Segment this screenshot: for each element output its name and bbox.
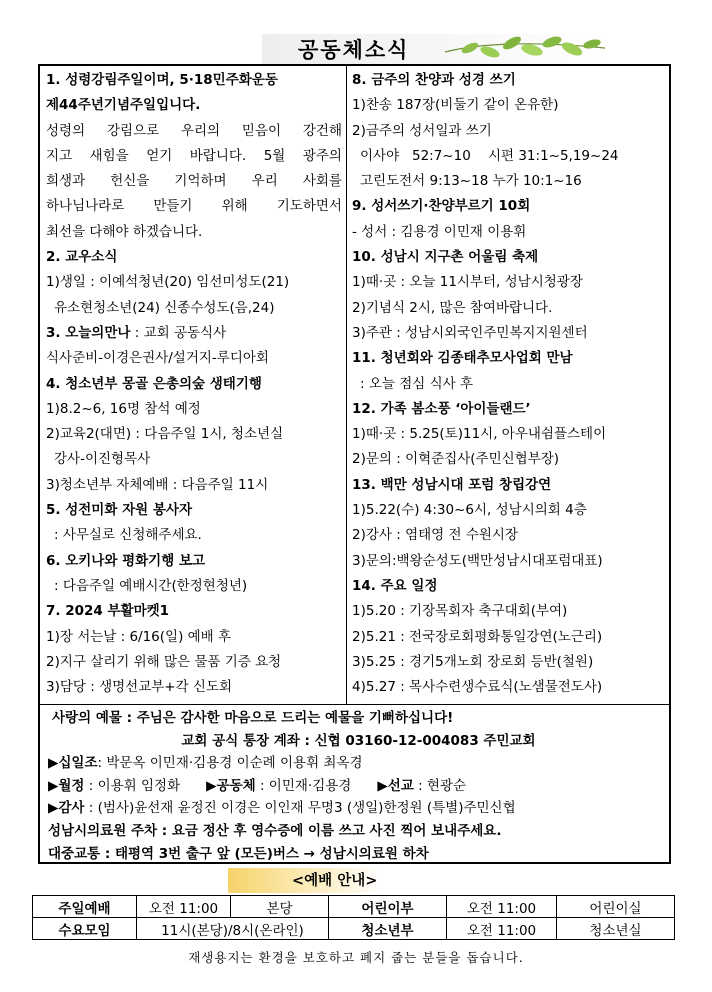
item-6-heading: 6. 오키나와 평화기행 보고 [46, 552, 206, 569]
table-row [33, 918, 675, 940]
table-cell: 수요모임 [33, 918, 137, 940]
item-2-heading: 2. 교우소식 [46, 249, 118, 266]
item-11-line: : 오늘 점심 식사 후 [360, 375, 474, 392]
table-cell: 어린이부 [329, 896, 447, 918]
table-cell: 오전 11:00 [447, 918, 557, 940]
column-divider [346, 66, 347, 704]
worship-title: <예배 안내> [292, 873, 378, 889]
footer-note: 재생용지는 환경을 보호하고 폐지 줍는 분들을 돕습니다. [188, 950, 524, 965]
item-10-heading: 10. 성남시 지구촌 어울림 축제 [352, 249, 539, 266]
item-4-heading: 4. 청소년부 몽골 은총의숲 생태기행 [46, 375, 262, 392]
offering-section [40, 704, 669, 865]
table-cell: 오전 11:00 [447, 896, 557, 918]
offering-line: ▶월정 : 이용휘 임정화 ▶공동체 : 이민재·김용경 ▶선교 : 현광순 [48, 777, 467, 794]
item-3-line: 식사준비-이경은권사/설거지-루디아회 [46, 350, 269, 367]
parking-note: 성남시의료원 주차 : 요금 정산 후 영수증에 이름 쓰고 사진 찍어 보내주세요. [48, 822, 502, 839]
item-7-line: 2)지구 살리기 위해 많은 물품 기증 요청 [46, 653, 282, 670]
item-7-line: 1)장 서는날 : 6/16(일) 예배 후 [46, 628, 232, 645]
item-4-line: 3)청소년부 자체예배 : 다음주일 11시 [46, 476, 269, 493]
item-9-line: - 성서 : 김용경 이민재 이용휘 [352, 223, 527, 240]
item-4-line: 1)8.2~6, 16명 참석 예정 [46, 400, 201, 417]
table-cell: 청소년부 [329, 918, 447, 940]
item-5-line: : 사무실로 신청해주세요. [54, 527, 202, 544]
thanks-line: ▶감사 : (범사)윤선재 윤정진 이경은 이인재 무명3 (생일)한정원 (특별)주민신협 [48, 800, 516, 817]
item-12-heading: 12. 가족 봄소풍 ‘아이들랜드’ [352, 400, 531, 417]
item-1-text: 지고 새힘을 얻기 바랍니다. 5월 광주의 [46, 147, 342, 164]
item-1-text: 희생과 헌신을 기억하며 우리 사회를 [46, 173, 342, 190]
item-10-line: 2)기념식 2시, 많은 참여바랍니다. [352, 299, 553, 316]
table-cell: 청소년실 [557, 918, 675, 940]
item-5-heading: 5. 성전미화 자원 봉사자 [46, 502, 192, 519]
table-row [33, 896, 675, 918]
table-cell: 주일예배 [33, 896, 137, 918]
item-1-text: 성령의 강림으로 우리의 믿음이 강건해 [46, 122, 342, 139]
item-13-heading: 13. 백만 성남시대 포럼 창립강연 [352, 476, 552, 493]
offering-note: 사랑의 예물 : 주님은 감사한 마음으로 드리는 예물을 기뻐하십니다! [52, 710, 454, 726]
leaf-decoration-icon [440, 30, 610, 64]
table-cell: 어린이실 [557, 896, 675, 918]
right-column [352, 68, 666, 700]
bank-account: 교회 공식 통장 계좌 : 신협 03160-12-004083 주민교회 [181, 732, 536, 749]
table-cell: 본당 [231, 896, 329, 918]
table-cell: 11시(본당)/8시(온라인) [137, 918, 329, 940]
item-4-line: 강사-이진형목사 [54, 451, 151, 468]
item-1-heading: 1. 성령강림주일이며, 5·18민주화운동 [46, 72, 278, 88]
item-8-line: 고린도전서 9:13~18 누가 10:1~16 [360, 173, 582, 190]
item-4-line: 2)교육2(대면) : 다음주일 1시, 청소년실 [46, 426, 284, 443]
item-14-line: 2)5.21 : 전국장로회평화통일강연(노근리) [352, 628, 603, 645]
news-box [38, 64, 671, 864]
item-2-line: 유소현청소년(24) 신종수성도(음,24) [54, 299, 275, 316]
item-8-line: 2)금주의 성서일과 쓰기 [352, 122, 492, 139]
item-12-line: 2)문의 : 이혁준집사(주민신협부장) [352, 451, 560, 468]
item-14-line: 3)5.25 : 경기5개노회 장로회 등반(철원) [352, 653, 594, 670]
item-8-line: 1)찬송 187장(비둘기 같이 온유한) [352, 97, 559, 114]
transit-note: 대중교통 : 태평역 3번 출구 앞 (모든)버스 → 성남시의료원 하차 [48, 845, 429, 862]
page-title: 공동체소식 [298, 38, 410, 62]
item-14-line: 4)5.27 : 목사수련생수료식(노샘물전도사) [352, 679, 603, 696]
item-7-line: 3)담당 : 생명선교부+각 신도회 [46, 679, 233, 696]
item-13-line: 1)5.22(수) 4:30~6시, 성남시의회 4층 [352, 502, 587, 519]
item-3-heading: 3. 오늘의만나 : 교회 공동식사 [46, 324, 227, 341]
item-8-line: 이사야 52:7~10 시편 31:1~5,19~24 [360, 147, 619, 164]
table-cell: 오전 11:00 [137, 896, 231, 918]
item-14-line: 1)5.20 : 기장목회자 축구대회(부여) [352, 603, 568, 620]
worship-schedule-table [32, 895, 675, 940]
item-10-line: 3)주관 : 성남시외국인주민복지지원센터 [352, 324, 588, 341]
item-1-text: 최선을 다해야 하겠습니다. [46, 223, 203, 240]
item-13-line: 3)문의:백왕순성도(백만성남시대포럼대표) [352, 552, 603, 569]
item-9-heading: 9. 성서쓰기·찬양부르기 10회 [352, 198, 531, 215]
left-column [46, 68, 342, 700]
item-14-heading: 14. 주요 일정 [352, 577, 438, 594]
item-7-heading: 7. 2024 부활마켓1 [46, 603, 170, 620]
tithe-line: ▶십일조: 박문옥 이민재·김용경 이순례 이용휘 최옥경 [48, 755, 363, 772]
item-2-line: 1)생일 : 이예석청년(20) 임선미성도(21) [46, 274, 290, 291]
item-13-line: 2)강사 : 염태영 전 수원시장 [352, 527, 518, 544]
item-1-text: 하나님나라로 만들기 위해 기도하면서 [46, 198, 342, 215]
item-12-line: 1)때·곳 : 5.25(토)11시, 아우내쉼플스테이 [352, 426, 607, 443]
item-8-heading: 8. 금주의 찬양과 성경 쓰기 [352, 72, 516, 88]
item-10-line: 1)때·곳 : 오늘 11시부터, 성남시청광장 [352, 274, 583, 291]
item-6-line: : 다음주일 예배시간(한정현청년) [54, 577, 248, 594]
item-11-heading: 11. 청년회와 김종태추모사업회 만남 [352, 350, 573, 367]
item-1-heading-2: 제44주년기념주일입니다. [46, 97, 201, 114]
